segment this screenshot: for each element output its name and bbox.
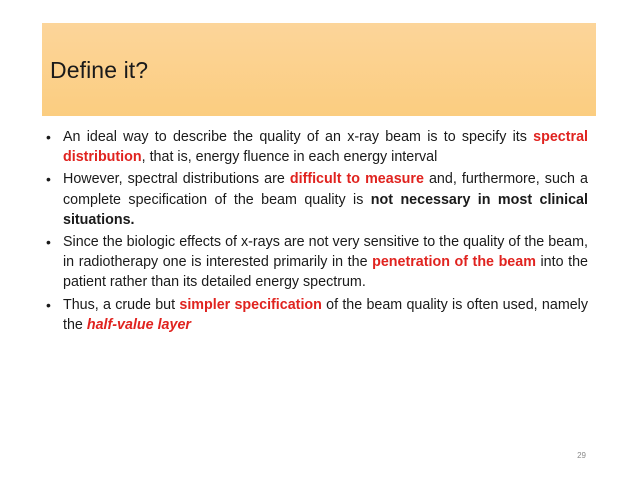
bullet-icon: •	[46, 234, 51, 251]
bullet-2-highlight: difficult to measure	[289, 171, 424, 188]
slide-title: Define it?	[50, 57, 149, 83]
page-number: 29	[577, 451, 586, 460]
bullet-icon: •	[46, 129, 51, 145]
bullet-4-text-a: Thus, a crude but	[63, 296, 180, 313]
bullet-icon: •	[46, 171, 51, 188]
bullet-list	[44, 127, 588, 337]
bullet-item-2	[44, 169, 588, 230]
bullet-item-3	[44, 232, 588, 293]
bullet-3-text-a: Since the biologic effects of x-rays are not very sensitive to the quality of the beam, in radiotherapy one is interested primarily in the	[63, 234, 588, 271]
bullet-icon: •	[46, 296, 51, 313]
bullet-4-highlight: simpler specification	[179, 296, 322, 313]
bullet-1-text-b: , that is, energy fluence in each energy interval	[141, 149, 438, 166]
bullet-item-1	[44, 127, 588, 167]
bullet-2-text-b: and, furthermore, such a complete specification of the beam quality is	[63, 171, 589, 208]
bullet-3-highlight: penetration of the beam	[372, 254, 536, 271]
bullet-4-text-b: of the beam quality is often used, namely the	[63, 296, 589, 333]
bullet-1-highlight: spectral distribution	[63, 129, 588, 166]
bullet-2-bold: not necessary in most clinical situations.	[63, 191, 588, 228]
title-band	[42, 23, 596, 116]
bullet-1-text-a: An ideal way to describe the quality of an x-ray beam is to specify its	[63, 129, 534, 145]
bullet-item-4	[44, 295, 588, 335]
bullet-3-text-b: into the patient rather than its detailed energy spectrum.	[63, 254, 588, 291]
bullet-4-highlight-italic: half-value layer	[86, 316, 191, 333]
bullet-2-text-a: However, spectral distributions are	[63, 171, 290, 188]
